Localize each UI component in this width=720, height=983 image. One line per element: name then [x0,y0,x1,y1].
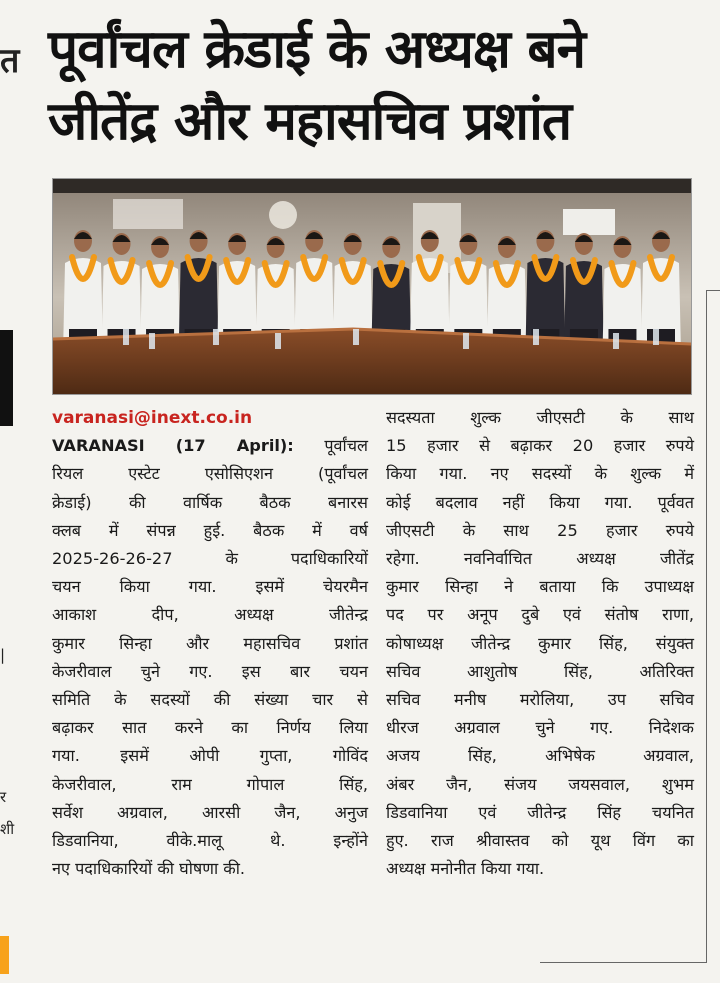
photo-ceiling [53,179,691,193]
column-2-line: कोई बदलाव नहीं किया गया. पूर्ववत [386,492,694,512]
column-2-line: सदस्यता शुल्क जीएसटी के साथ [386,408,694,427]
fragment-text-2: | [0,646,6,664]
column-1-line: गया. इसमें ओपी गुप्ता, गोविंद [52,746,368,766]
article-headline [48,14,708,158]
column-2-line: रहेगा. नवनिर्वाचित अध्यक्ष जीतेंद्र [386,549,694,569]
water-bottle [613,333,619,349]
column-2-line: अजय सिंह, अभिषेक अग्रवाल, [386,746,694,766]
column-1-line: 2025-26-26-27 के पदाधिकारियों [52,549,368,569]
frame-line-bottom [540,962,707,963]
column-1-text [52,432,368,883]
column-2-line: हुए. राज श्रीवास्तव को यूथ विंग का [386,831,694,851]
column-2-text [386,404,694,883]
column-2-line: किया गया. नए सदस्यों के शुल्क में [386,464,694,484]
group-photo [52,178,692,395]
headline-line-1: पूर्वांचल क्रेडाई के अध्यक्ष बने [48,19,586,80]
water-bottle [213,329,219,345]
column-1-line: रियल एस्टेट एसोसिएशन (पूर्वांचल [52,464,368,484]
water-bottle [463,333,469,349]
photo-wall-light [269,201,297,229]
article-column-1 [52,404,368,883]
column-1-line: केजरीवाल चुने गए. इस बार चयन [52,661,368,681]
column-2-line: धीरज अग्रवाल चुने गए. निदेशक [386,718,694,738]
photo-wall-panel [113,199,183,229]
fragment-text-4: शी [0,820,15,838]
water-bottle [123,329,129,345]
column-2-line: अंबर जैन, संजय जयसवाल, शुभम [386,774,694,794]
adjacent-column-fragment [0,0,22,983]
headline-line-2: जीतेंद्र और महासचिव प्रशांत [48,91,572,152]
column-1-line: समिति के सदस्यों की संख्या चार से [52,690,368,710]
frame-line-top [706,290,720,291]
fragment-black-bar [0,330,13,426]
column-2-line: सचिव मनीष मरोलिया, उप सचिव [386,690,694,710]
column-1-line: VARANASI (17 April): पूर्वांचल [52,436,368,456]
column-1-line: केजरीवाल, राम गोपाल सिंह, [52,774,368,794]
fragment-text-1: त [0,41,20,81]
photo-ac-unit [563,209,615,235]
column-1-line: क्लब में संपन्न हुई. बैठक में वर्ष [52,520,368,540]
water-bottle [533,329,539,345]
column-1-line: चयन किया गया. इसमें चेयरमैन [52,577,368,597]
group-photo-illustration [53,179,691,394]
column-1-line: सर्वेश अग्रवाल, आरसी जैन, अनुज [52,802,368,822]
column-2-line: सचिव आशुतोष सिंह, अतिरिक्त [386,661,694,681]
column-2-line: कोषाध्यक्ष जीतेन्द्र कुमार सिंह, संयुक्त [386,633,694,653]
column-1-line: नए पदाधिकारियों की घोषणा की. [52,859,246,879]
column-2-line: जीएसटी के साथ 25 हजार रुपये [386,520,694,540]
column-2-line: 15 हजार से बढ़ाकर 20 हजार रुपये [386,436,694,456]
dateline: VARANASI (17 April): [52,436,294,456]
column-2-line: कुमार सिन्हा ने बताया कि उपाध्यक्ष [386,577,694,597]
water-bottle [149,333,155,349]
water-bottle [275,333,281,349]
column-1-line: कुमार सिन्हा और महासचिव प्रशांत [52,633,368,653]
water-bottle [353,329,359,345]
column-1-line: डिडवानिया, वीके.मालू थे. इन्होंने [52,831,368,851]
column-1-line: बढ़ाकर सात करने का निर्णय लिया [52,718,368,738]
column-2-line: डिडवानिया एवं जीतेन्द्र सिंह चयनित [386,802,694,822]
fragment-text-3: र [0,788,7,806]
article-column-2 [386,404,694,883]
column-2-line: पद पर अनूप दुबे एवं संतोष राणा, [386,605,694,625]
column-2-line: अध्यक्ष मनोनीत किया गया. [386,859,545,879]
water-bottle [653,329,659,345]
fragment-orange-marker [0,936,9,974]
column-1-line: आकाश दीप, अध्यक्ष जीतेन्द्र [52,605,368,625]
column-1-line: क्रेडाई) की वार्षिक बैठक बनारस [52,492,368,512]
frame-line-right [706,290,707,962]
reporter-email: varanasi@inext.co.in [52,408,253,428]
